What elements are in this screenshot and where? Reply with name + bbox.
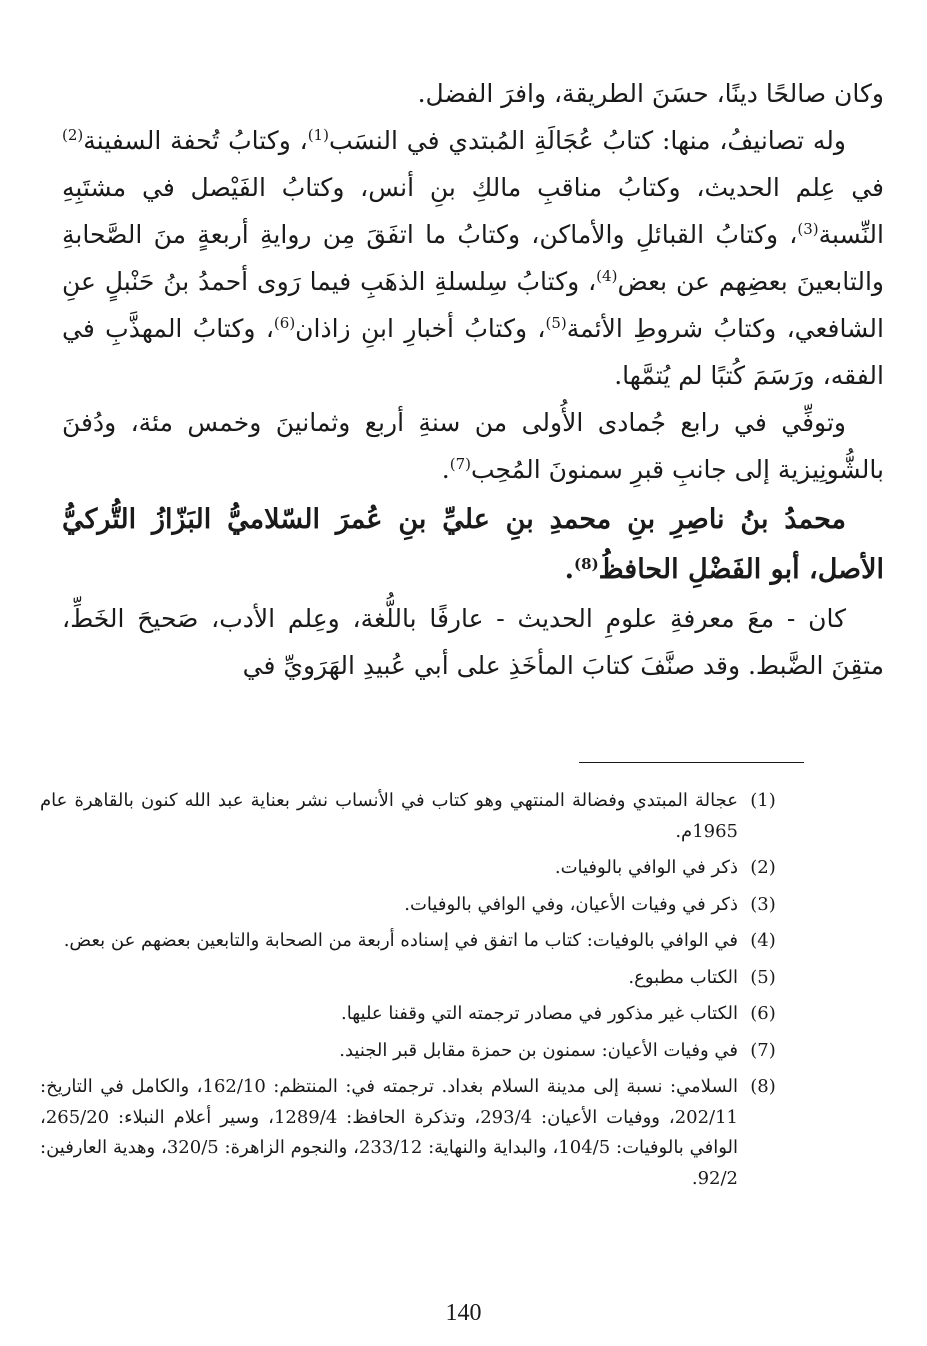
page-number: 140 (445, 1300, 482, 1326)
footnote-4 (40, 926, 788, 957)
footnote-ref-6: (6) (273, 314, 296, 332)
entry-heading-part-b: . (564, 554, 575, 585)
footnote-ref-8: (8) (574, 555, 599, 573)
footnote-7 (40, 1036, 788, 1067)
paragraph-2-part-e: ، وكتابُ سِلسلةِ الذهَبِ فيما رَوى أحمدُ بنُ حَنْبلٍ عنِ الشافعي، وكتابُ شروطِ الأئمة (62, 267, 884, 343)
footnote-number: (3) (750, 893, 776, 915)
paragraph-2-part-b: ، وكتابُ تُحفة السفينة (83, 126, 308, 155)
main-text (62, 70, 884, 689)
footnote-ref-1: (1) (307, 126, 329, 144)
footnote-ref-3: (3) (797, 220, 819, 238)
footnote-text: في الوافي بالوفيات: كتاب ما اتفق في إسناده أربعة من الصحابة والتابعين بعضهم عن بعض. (63, 930, 738, 951)
footnote-separator (579, 762, 804, 763)
footnote-number: (7) (750, 1039, 776, 1061)
footnote-number: (2) (750, 857, 776, 878)
footnote-text: ذكر في وفيات الأعيان، وفي الوافي بالوفيات. (404, 893, 738, 915)
footnote-3 (40, 890, 788, 921)
footnote-text: الكتاب غير مذكور في مصادر ترجمته التي وقفنا عليها. (341, 1003, 738, 1024)
footnote-number: (8) (750, 1076, 776, 1097)
paragraph-2-part-a: وله تصانيفُ، منها: كتابُ عُجَالَةِ المُبتدي في النسَب (328, 126, 846, 155)
footnote-1 (40, 786, 788, 847)
footnote-ref-5: (5) (545, 314, 567, 332)
footnote-2 (40, 853, 788, 884)
footnote-number: (6) (750, 1003, 776, 1024)
footnote-text: السلامي: نسبة إلى مدينة السلام بغداد. ترجمته في: المنتظم: 162/10، والكامل في التاريخ: 202/11، ووفيات الأعيان: 293/4، وتذكرة الحافظ: 1289/4، وسير أعلام النبلاء: 265/20، الوافي بالوفيات: 104/5، والبداية والنهاية: 233/12، والنجوم الزاهرة: 320/5، وهدية العارفين: 92/2. (40, 1076, 739, 1189)
footnote-text: في وفيات الأعيان: سمنون بن حمزة مقابل قبر الجنيد. (339, 1039, 738, 1061)
footnotes (40, 786, 788, 1200)
paragraph-2 (62, 117, 884, 399)
paragraph-2-part-f: ، وكتابُ أخبارِ ابنِ زاذان (295, 314, 546, 343)
footnote-text: الكتاب مطبوع. (628, 966, 738, 988)
footnote-number: (5) (750, 966, 776, 988)
paragraph-2-part-c: في عِلم الحديث، وكتابُ مناقبِ مالكِ بنِ أنس، وكتابُ الفَيْصل في مشتَبِهِ النِّسبة (62, 173, 884, 249)
entry-heading-part-a: محمدُ بنُ ناصِرِ بنِ محمدِ بنِ عليِّ بنِ عُمرَ السّلاميُّ البَزّازُ التُّركيُّ الأصل، أبو الفَضْلِ الحافظُ (62, 504, 884, 585)
footnote-ref-7: (7) (449, 455, 471, 473)
footnote-8 (40, 1072, 788, 1194)
paragraph-3 (62, 399, 884, 493)
paragraph-1: وكان صالحًا دينًا، حسَنَ الطريقة، وافرَ الفضل. (417, 79, 884, 108)
paragraph-3-part-a: وتوفِّي في رابع جُمادى الأُولى من سنةِ أربع وثمانينَ وخمس مئة، ودُفنَ بالشُّونِيزية إلى جانبِ قبرِ سمنونَ المُحِب (62, 408, 884, 484)
footnote-text: ذكر في الوافي بالوفيات. (554, 857, 738, 878)
paragraph-3-part-b: . (441, 455, 450, 484)
footnote-text: عجالة المبتدي وفضالة المنتهي وهو كتاب في الأنساب نشر بعناية عبد الله كنون بالقاهرة عام 1965م. (40, 790, 738, 842)
footnote-ref-2: (2) (62, 126, 84, 144)
footnote-6 (40, 999, 788, 1030)
footnote-5 (40, 963, 788, 994)
footnote-number: (4) (750, 930, 776, 951)
paragraph-2-part-d: ، وكتابُ القبائلِ والأماكن، وكتابُ ما اتفَقَ مِن روايةِ أربعةٍ منَ الصَّحابةِ والتابعينَ بعضِهم عن بعض (62, 220, 884, 296)
biography-entry-heading (62, 495, 884, 595)
paragraph-2-part-g: ، وكتابُ المهذَّبِ في الفقه، ورَسَمَ كُتبًا لم يُتمَّها. (62, 314, 884, 390)
paragraph-4: كان - معَ معرفةِ علومِ الحديث - عارفًا باللُّغة، وعِلم الأدب، صَحيحَ الخَطِّ، متقِنَ الضَّبط. وقد صنَّفَ كتابَ المأخَذِ على أبي عُبيدِ الهَرَويِّ في (62, 604, 884, 680)
footnote-number: (1) (750, 790, 776, 811)
footnote-ref-4: (4) (596, 267, 618, 285)
